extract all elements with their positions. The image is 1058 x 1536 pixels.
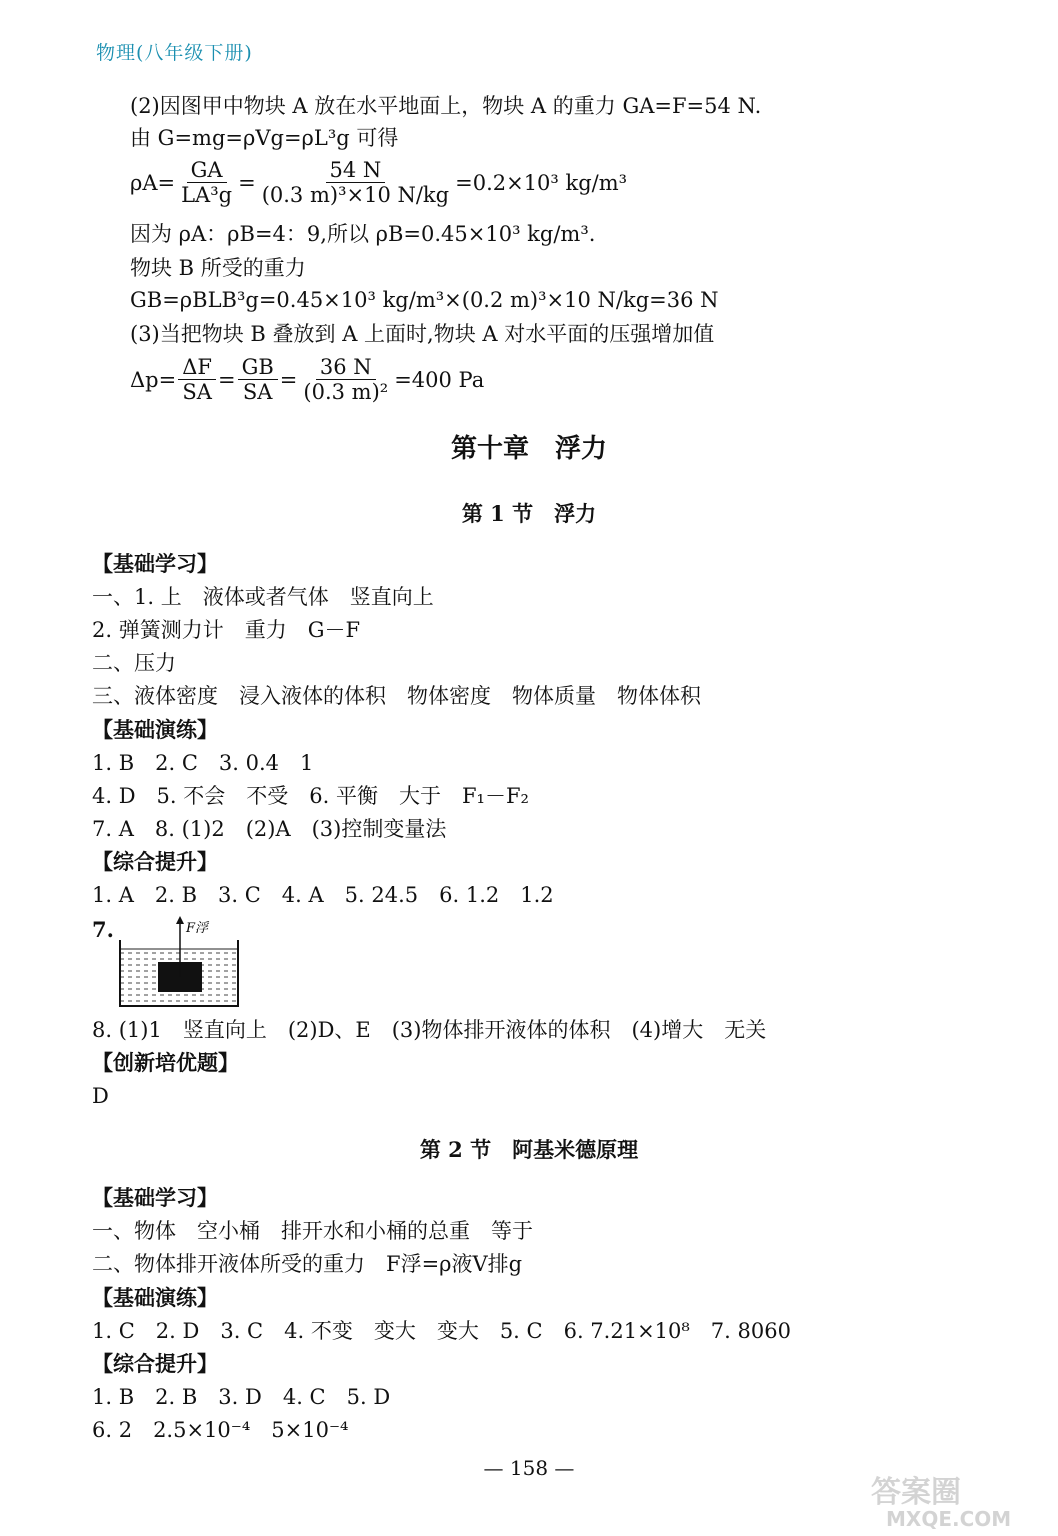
s1-line: D: [92, 1084, 109, 1108]
eq1-fraction-1: [177, 158, 236, 207]
eq2-f1-den: SA: [182, 380, 212, 404]
book-header: 物理(八年级下册): [96, 42, 253, 64]
s2-heading-comprehensive: 【综合提升】: [92, 1351, 218, 1376]
eq1-lhs: ρA=: [130, 170, 176, 195]
s1-heading-basic-study: 【基础学习】: [92, 551, 218, 576]
solution-line-5: GB=ρBLB³g=0.45×10³ kg/m³×(0.2 m)³×10 N/kg=36 N: [130, 288, 719, 312]
s1-heading-basic-practice: 【基础演练】: [92, 717, 218, 742]
eq1-rhs: =0.2×10³ kg/m³: [455, 170, 628, 195]
s2-heading-basic-practice: 【基础演练】: [92, 1285, 218, 1310]
s1-heading-innovation: 【创新培优题】: [92, 1050, 239, 1075]
s1-line: 2. 弹簧测力计 重力 G－F: [92, 618, 361, 642]
s2-heading-basic-study: 【基础学习】: [92, 1185, 218, 1210]
eq2-eqb: =: [279, 367, 298, 392]
s1-line: 1. B 2. C 3. 0.4 1: [92, 751, 314, 775]
eq1-fraction-2: [258, 158, 453, 207]
solution-line-6: (3)当把物块 B 叠放到 A 上面时,物块 A 对水平面的压强增加值: [130, 322, 715, 346]
eq2-fraction-1: [178, 355, 216, 404]
s2-line: 1. C 2. D 3. C 4. 不变 变大 变大 5. C 6. 7.21×10⁸ 7. 8060: [92, 1319, 791, 1343]
eq2-lhs: Δp=: [130, 367, 177, 392]
solution-line-4: 物块 B 所受的重力: [130, 256, 306, 280]
svg-text:答案圈: 答案圈: [871, 1475, 961, 1510]
s1-line: 8. (1)1 竖直向上 (2)D、E (3)物体排开液体的体积 (4)增大 无关: [92, 1018, 767, 1042]
eq1-f2-den: (0.3 m)³×10 N/kg: [261, 183, 450, 207]
eq1-f1-num: GA: [187, 158, 227, 183]
q7-label: 7.: [92, 917, 114, 942]
eq2-f2-den: SA: [242, 380, 273, 404]
buoyancy-diagram: [112, 914, 247, 1010]
section-1-title: 第 1 节 浮力: [461, 501, 597, 526]
eq2-f2-num: GB: [238, 355, 278, 380]
eq2-f1-num: ΔF: [178, 355, 216, 380]
solution-line-2: 由 G=mg=ρVg=ρL³g 可得: [130, 126, 399, 150]
force-label: F浮: [186, 921, 209, 936]
eq2-fraction-3: [299, 355, 392, 404]
s1-line: 7. A 8. (1)2 (2)A (3)控制变量法: [92, 817, 447, 841]
eq1-mid: =: [238, 170, 256, 195]
s1-line: 三、液体密度 浸入液体的体积 物体密度 物体质量 物体体积: [92, 684, 701, 708]
s1-line: 二、压力: [92, 651, 176, 675]
eq2-fraction-2: [238, 355, 278, 404]
eq2-eqa: =: [217, 367, 236, 392]
s2-line: 一、物体 空小桶 排开水和小桶的总重 等于: [92, 1219, 533, 1243]
pressure-equation: [130, 355, 484, 404]
eq2-f3-den: (0.3 m)²: [303, 380, 389, 404]
eq1-f2-num: 54 N: [326, 158, 386, 183]
eq1-f1-den: LA³g: [181, 183, 233, 207]
eq2-f3-num: 36 N: [316, 355, 376, 380]
chapter-title: 第十章 浮力: [450, 434, 607, 464]
page-number: — 158 —: [483, 1456, 575, 1480]
density-equation: [130, 158, 627, 207]
svg-text:MXQE.COM: MXQE.COM: [886, 1507, 1012, 1530]
s1-line: 1. A 2. B 3. C 4. A 5. 24.5 6. 1.2 1.2: [92, 883, 554, 907]
s1-heading-comprehensive: 【综合提升】: [92, 849, 218, 874]
force-arrow-head: [176, 916, 184, 924]
eq2-rhs: =400 Pa: [394, 367, 485, 392]
s2-line: 1. B 2. B 3. D 4. C 5. D: [92, 1385, 391, 1409]
solution-line-1: (2)因图甲中物块 A 放在水平地面上，物块 A 的重力 GA=F=54 N.: [130, 94, 762, 118]
solution-line-3: 因为 ρA：ρB=4：9,所以 ρB=0.45×10³ kg/m³.: [130, 222, 596, 246]
s1-line: 4. D 5. 不会 不受 6. 平衡 大于 F₁－F₂: [92, 784, 529, 808]
s2-line: 二、物体排开液体所受的重力 F浮=ρ液V排g: [92, 1252, 523, 1276]
watermark-logo: [866, 1470, 1036, 1530]
section-2-title: 第 2 节 阿基米德原理: [419, 1137, 639, 1162]
s1-line: 一、1. 上 液体或者气体 竖直向上: [92, 585, 434, 609]
s2-line: 6. 2 2.5×10⁻⁴ 5×10⁻⁴: [92, 1418, 349, 1442]
